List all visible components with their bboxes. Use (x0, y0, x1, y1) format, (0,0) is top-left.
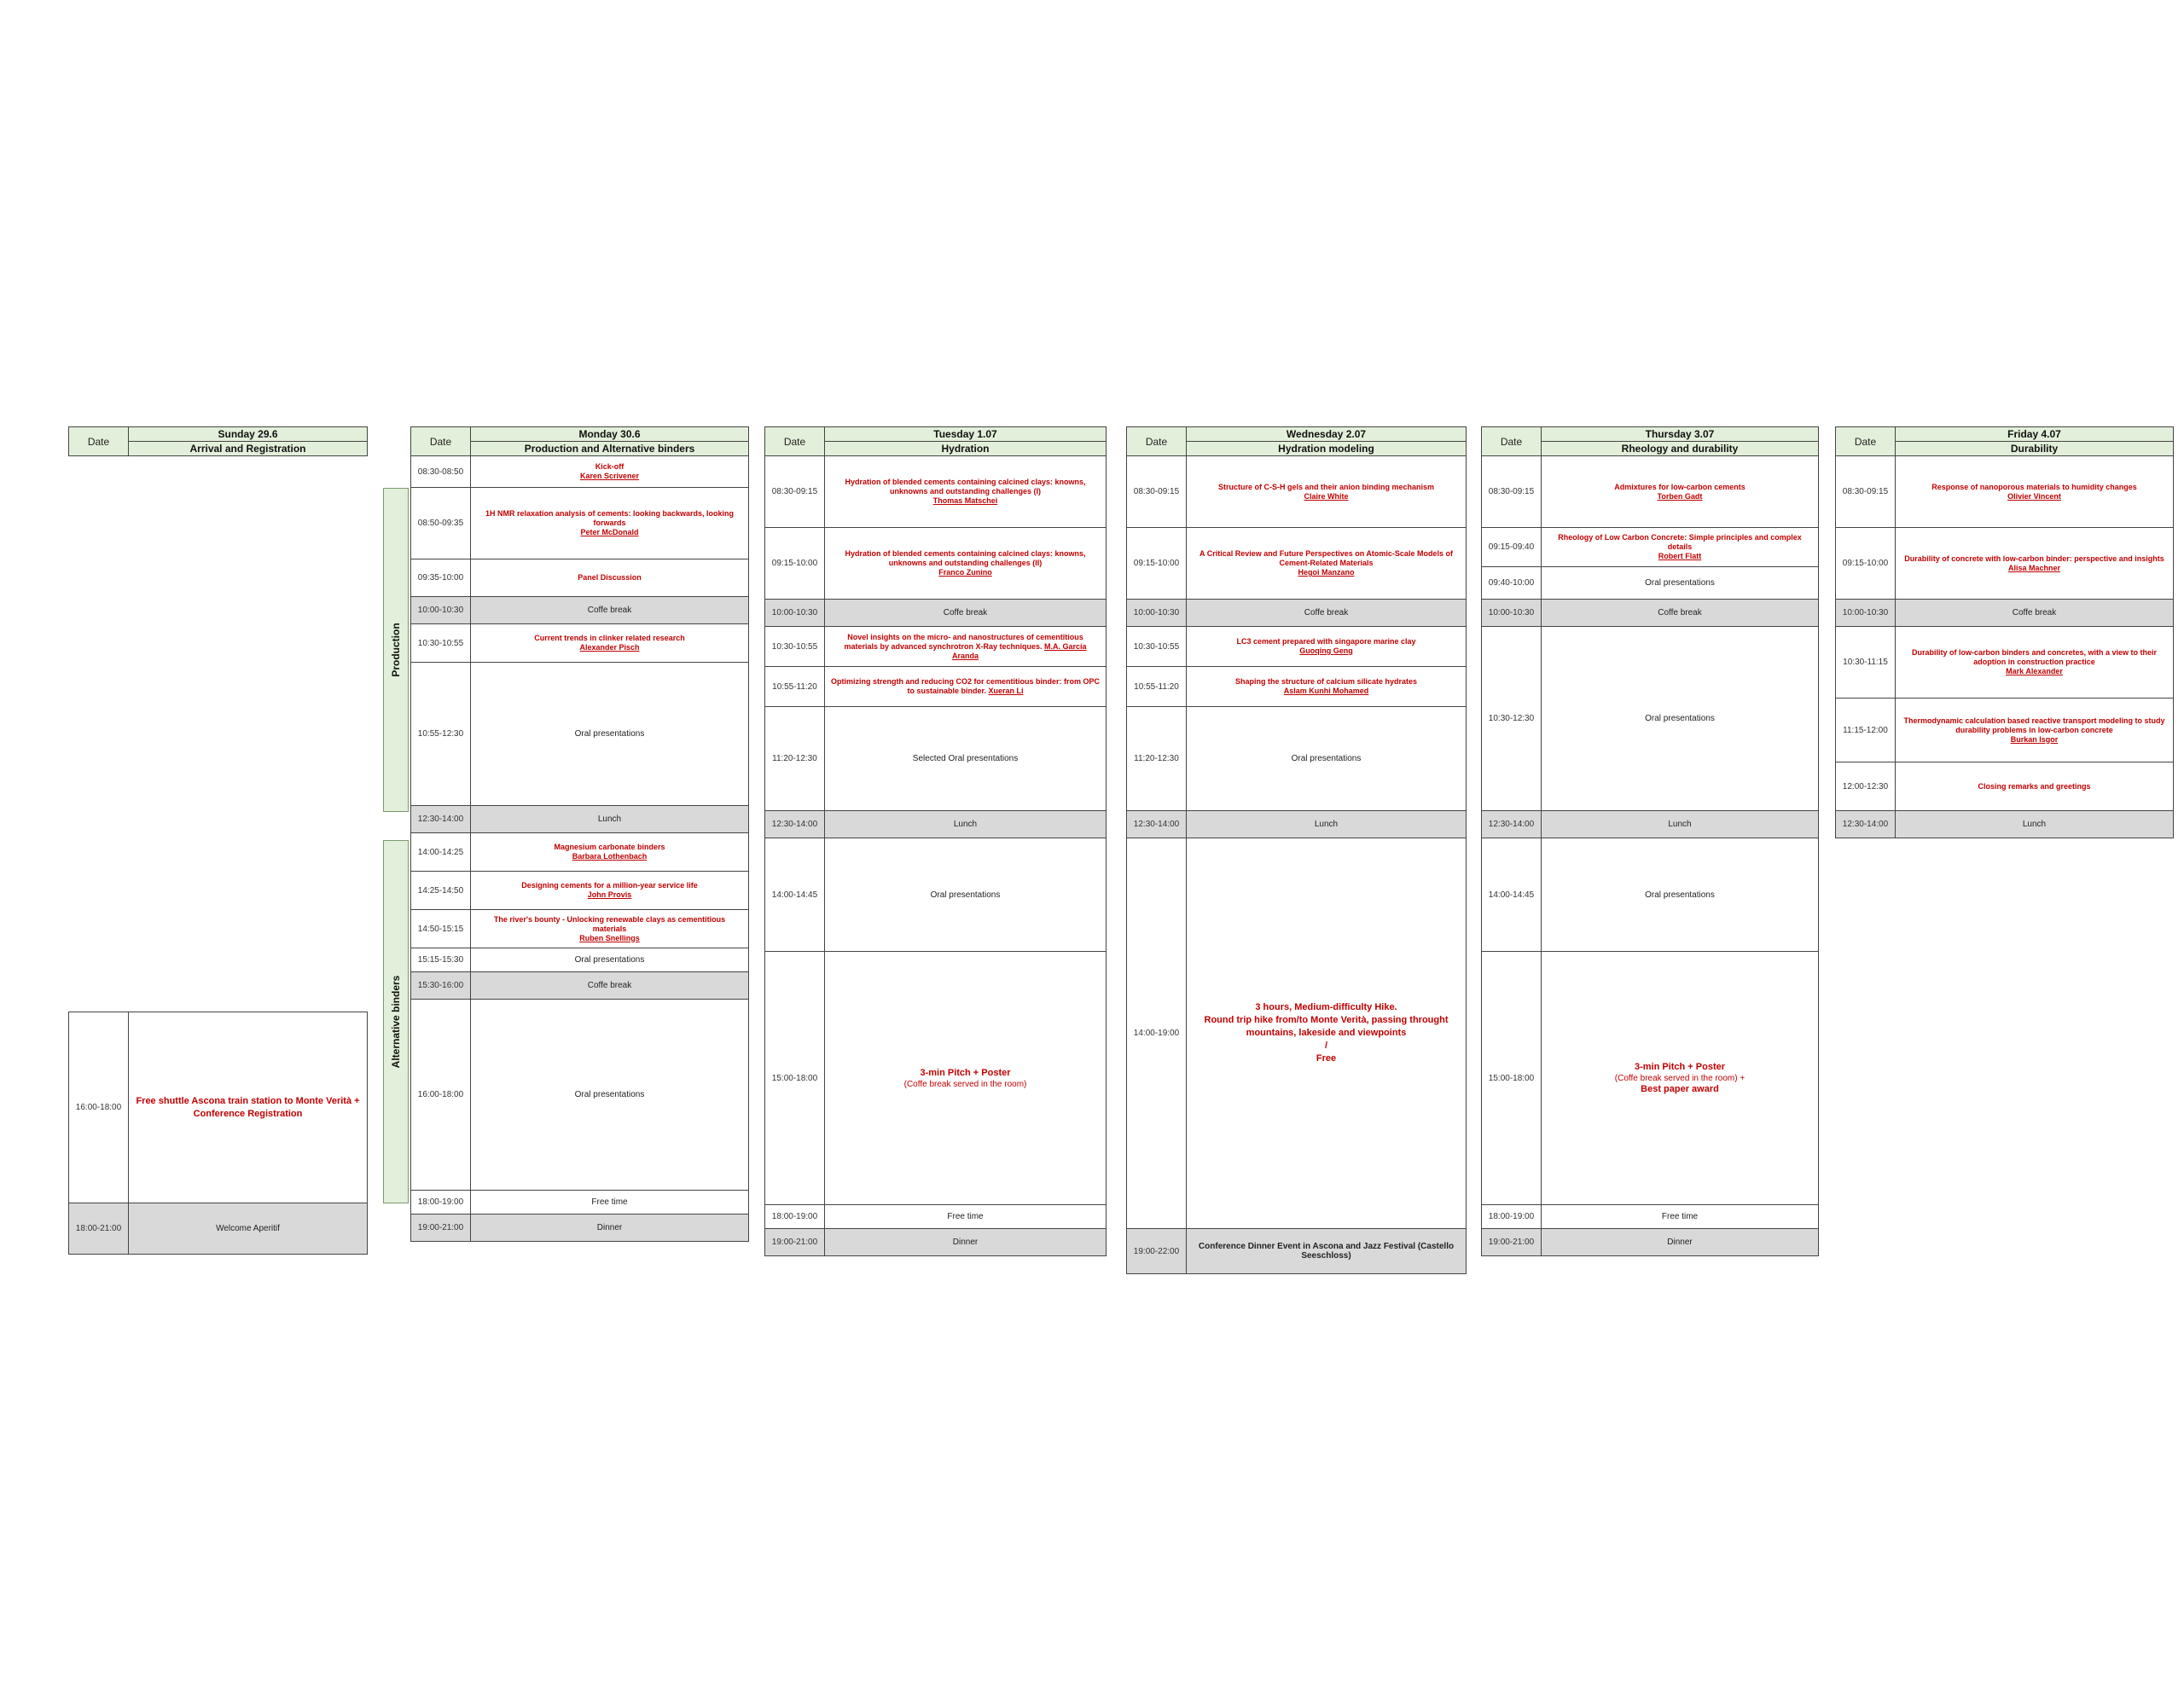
session-cell (471, 456, 749, 488)
session-title: Oral presentations (1645, 714, 1715, 723)
session-cell (1542, 627, 1819, 811)
time-cell: 10:30-10:55 (1127, 627, 1187, 667)
day-title: Sunday 29.6 (129, 427, 368, 442)
session-cell (825, 1229, 1107, 1256)
session-title: Lunch (1314, 820, 1339, 829)
day-friday (1835, 426, 2174, 838)
time-cell: 12:30-14:00 (1836, 811, 1896, 838)
session-title: Free shuttle Ascona train station to Monte Verità + Conference Registration (136, 1095, 360, 1119)
day-theme: Durability (1896, 442, 2174, 456)
table-row (1127, 528, 1467, 600)
session-cell (1896, 762, 2174, 811)
session-title: Oral presentations (574, 955, 645, 965)
table-row (1127, 600, 1467, 627)
time-cell: 10:00-10:30 (765, 600, 825, 627)
session-title: Oral presentations (930, 890, 1001, 900)
table-row (411, 456, 749, 488)
table-row (1482, 567, 1819, 600)
session-cell (471, 948, 749, 972)
session-cell (825, 627, 1107, 667)
session-cell (825, 667, 1107, 707)
time-cell: 10:00-10:30 (1482, 600, 1542, 627)
time-cell: 10:30-10:55 (411, 624, 471, 663)
table-row (411, 488, 749, 559)
time-cell: 11:20-12:30 (765, 707, 825, 811)
session-extra: Best paper award (1641, 1083, 1719, 1094)
time-cell: 09:40-10:00 (1482, 567, 1542, 600)
table-row (1482, 811, 1819, 838)
table-row (411, 559, 749, 597)
date-header: Date (1836, 427, 1896, 456)
table-row (1127, 667, 1467, 707)
session-title: Coffe break (2012, 608, 2057, 617)
day-title: Friday 4.07 (1896, 427, 2174, 442)
day-sunday-evening (68, 1012, 368, 1255)
session-cell (1542, 567, 1819, 600)
table-row (765, 838, 1107, 952)
day-thursday (1481, 426, 1819, 1256)
session-cell (129, 1012, 368, 1203)
time-cell: 08:50-09:35 (411, 488, 471, 559)
time-cell: 09:35-10:00 (411, 559, 471, 597)
session-cell (1187, 707, 1467, 811)
day-theme: Production and Alternative binders (471, 442, 749, 456)
session-cell (1187, 528, 1467, 600)
speaker-link[interactable]: Aslam Kunhi Mohamed (1283, 687, 1369, 695)
session-cell (825, 707, 1107, 811)
session-cell (1187, 838, 1467, 1229)
session-title: Coffe break (1304, 608, 1349, 617)
session-title: Coffe break (943, 608, 988, 617)
session-cell (471, 1191, 749, 1215)
session-title: Shaping the structure of calcium silicate hydrates (1234, 677, 1418, 686)
table-row (1127, 838, 1467, 1229)
table-row (411, 872, 749, 910)
table-row (411, 910, 749, 948)
day-theme: Arrival and Registration (129, 442, 368, 456)
time-cell: 09:15-10:00 (765, 528, 825, 600)
table-row (411, 948, 749, 972)
day-theme: Rheology and durability (1542, 442, 1819, 456)
table-row (765, 707, 1107, 811)
session-title: LC3 cement prepared with singapore marine clay (1236, 637, 1416, 646)
time-cell: 18:00-19:00 (765, 1205, 825, 1229)
hike-line: 3 hours, Medium-difficulty Hike. (1255, 1002, 1397, 1012)
session-cell (129, 1203, 368, 1255)
hike-line: Free (1316, 1053, 1337, 1064)
session-note: (Coffe break served in the room) + (1614, 1073, 1745, 1083)
time-cell: 15:15-15:30 (411, 948, 471, 972)
speaker-link[interactable]: Xueran Li (988, 687, 1024, 695)
table-row (411, 624, 749, 663)
header-row (1482, 427, 1819, 442)
speaker-link[interactable]: Alisa Machner (2007, 563, 2061, 572)
day-tuesday (764, 426, 1107, 1256)
session-title: A Critical Review and Future Perspectives on Atomic-Scale Models of Cement-Related Materials (1199, 549, 1453, 567)
session-cell (825, 811, 1107, 838)
table-row (411, 663, 749, 806)
time-cell: 19:00-21:00 (1482, 1229, 1542, 1256)
session-title: Free time (947, 1212, 984, 1221)
session-title: Dinner (596, 1223, 623, 1232)
time-cell: 14:50-15:15 (411, 910, 471, 948)
table-row (1127, 456, 1467, 528)
session-title: Hydration of blended cements containing calcined clays: knowns, unknowns and outstanding challenges (I) (845, 478, 1086, 496)
time-cell: 09:15-10:00 (1127, 528, 1187, 600)
time-cell: 11:20-12:30 (1127, 707, 1187, 811)
session-title: Rheology of Low Carbon Concrete: Simple principles and complex details (1558, 533, 1802, 551)
table-row (1836, 811, 2174, 838)
header-row (411, 427, 749, 442)
speaker-link[interactable]: Guoqing Geng (1299, 646, 1353, 655)
session-cell (471, 910, 749, 948)
time-cell: 09:15-10:00 (1836, 528, 1896, 600)
speaker-link[interactable]: Olivier Vincent (2007, 491, 2061, 501)
time-cell: 10:55-11:20 (765, 667, 825, 707)
session-cell (471, 872, 749, 910)
section-label: Production (390, 623, 402, 677)
day-title: Wednesday 2.07 (1187, 427, 1467, 442)
time-cell: 14:00-14:45 (765, 838, 825, 952)
time-cell: 14:00-14:25 (411, 833, 471, 872)
date-header: Date (69, 427, 129, 456)
time-cell: 19:00-22:00 (1127, 1229, 1187, 1274)
session-cell (1187, 456, 1467, 528)
time-cell: 14:00-19:00 (1127, 838, 1187, 1229)
session-title: Free time (591, 1197, 628, 1207)
session-title: Lunch (2022, 820, 2047, 829)
date-header: Date (765, 427, 825, 456)
session-cell (1187, 667, 1467, 707)
table-row (1127, 811, 1467, 838)
session-cell (471, 624, 749, 663)
session-title: Hydration of blended cements containing calcined clays: knowns, unknowns and outstanding challenges (II) (845, 549, 1086, 567)
session-title: Novel insights on the micro- and nanostructures of cementitious materials by advanced synchrotron X-Ray techniques. (844, 632, 1083, 651)
session-cell (1187, 600, 1467, 627)
table-row (1836, 600, 2174, 627)
speaker-link[interactable]: Thomas Matschei (932, 496, 998, 505)
table-row (1482, 528, 1819, 567)
time-cell: 11:15-12:00 (1836, 699, 1896, 762)
time-cell: 15:00-18:00 (1482, 952, 1542, 1205)
time-cell: 10:00-10:30 (1127, 600, 1187, 627)
session-title: 3-min Pitch + Poster (920, 1068, 1011, 1078)
time-cell: 08:30-09:15 (1482, 456, 1542, 528)
speaker-link[interactable]: Mark Alexander (2006, 667, 2063, 675)
header-row (1836, 427, 2174, 442)
time-cell: 18:00-19:00 (1482, 1205, 1542, 1229)
session-cell (471, 833, 749, 872)
speaker-link[interactable]: Franco Zunino (938, 568, 992, 577)
table-row (1836, 528, 2174, 600)
table-row (765, 1229, 1107, 1256)
session-cell (825, 1205, 1107, 1229)
day-theme: Hydration modeling (1187, 442, 1467, 456)
session-cell (471, 559, 749, 597)
table-row (765, 667, 1107, 707)
time-cell: 08:30-09:15 (1836, 456, 1896, 528)
table-row (1482, 600, 1819, 627)
session-title: Free time (1661, 1212, 1699, 1221)
day-monday (410, 426, 749, 1242)
time-cell: 12:30-14:00 (765, 811, 825, 838)
time-cell: 08:30-09:15 (765, 456, 825, 528)
session-cell (1187, 627, 1467, 667)
session-title: Optimizing strength and reducing CO2 for cementitious binder: from OPC to sustainable binder. (830, 677, 1101, 695)
table-row (1836, 456, 2174, 528)
time-cell: 10:30-12:30 (1482, 627, 1542, 811)
session-cell (1542, 838, 1819, 952)
table-row (1482, 627, 1819, 811)
speaker-link[interactable]: Torben Gadt (1657, 491, 1703, 501)
table-row (411, 833, 749, 872)
session-note: (Coffe break served in the room) (903, 1080, 1027, 1089)
session-title: Conference Dinner Event in Ascona and Jazz Festival (Castello Seeschloss) (1198, 1242, 1455, 1261)
table-row (1482, 456, 1819, 528)
day-sunday (68, 426, 368, 456)
time-cell: 09:15-09:40 (1482, 528, 1542, 567)
session-title: Oral presentations (574, 1090, 645, 1099)
session-cell (1187, 811, 1467, 838)
session-title: Current trends in clinker related research (534, 634, 685, 642)
session-title: Coffe break (1658, 608, 1702, 617)
time-cell: 15:00-18:00 (765, 952, 825, 1205)
day-theme: Hydration (825, 442, 1107, 456)
session-title: Coffe break (587, 981, 632, 990)
session-cell (1896, 600, 2174, 627)
table-row (1836, 627, 2174, 699)
table-row (1127, 627, 1467, 667)
speaker-link[interactable]: Barbara Lothenbach (572, 852, 648, 861)
table-row (1482, 1229, 1819, 1256)
session-cell (471, 597, 749, 624)
section-label: Alternative binders (390, 975, 402, 1069)
session-title: Oral presentations (1291, 754, 1362, 763)
session-title: Magnesium carbonate binders (554, 843, 665, 851)
table-row (411, 597, 749, 624)
speaker-link[interactable]: Ruben Snellings (579, 933, 640, 942)
session-cell (471, 1000, 749, 1191)
session-title: Panel Discussion (578, 573, 642, 582)
table-row (411, 972, 749, 1000)
time-cell: 19:00-21:00 (765, 1229, 825, 1256)
session-title: Durability of low-carbon binders and concretes, with a view to their adoption in construction practice (1911, 648, 2158, 666)
section-alternative-binders (383, 840, 409, 1203)
session-cell (1542, 1205, 1819, 1229)
table-row (411, 806, 749, 833)
session-title: Lunch (1668, 820, 1692, 829)
speaker-link[interactable]: Robert Flatt (1658, 552, 1702, 560)
table-row (765, 528, 1107, 600)
session-cell (1896, 456, 2174, 528)
table-row (411, 1191, 749, 1215)
hike-line: Round trip hike from/to Monte Verità, passing throught mountains, lakeside and viewpoints (1204, 1015, 1449, 1038)
session-title: Structure of C-S-H gels and their anion binding mechanism (1217, 482, 1435, 491)
session-cell (1896, 811, 2174, 838)
table-row (411, 1215, 749, 1242)
session-title: Lunch (953, 820, 978, 829)
session-title: Response of nanoporous materials to humidity changes (1931, 482, 2137, 491)
time-cell: 10:55-11:20 (1127, 667, 1187, 707)
time-cell: 12:00-12:30 (1836, 762, 1896, 811)
session-cell (825, 600, 1107, 627)
session-cell (1542, 456, 1819, 528)
date-header: Date (1127, 427, 1187, 456)
table-row (765, 627, 1107, 667)
table-row (1482, 838, 1819, 952)
session-title: Oral presentations (1645, 578, 1715, 588)
session-cell (825, 952, 1107, 1205)
session-title: 1H NMR relaxation analysis of cements: looking backwards, looking forwards (485, 509, 735, 527)
table-row (1836, 699, 2174, 762)
speaker-link[interactable]: John Provis (587, 890, 632, 899)
session-title: Coffe break (587, 606, 632, 615)
session-title: Dinner (952, 1238, 979, 1247)
table-row (765, 600, 1107, 627)
day-title: Thursday 3.07 (1542, 427, 1819, 442)
time-cell: 10:00-10:30 (411, 597, 471, 624)
time-cell: 18:00-21:00 (69, 1203, 129, 1255)
session-title: Designing cements for a million-year service life (521, 881, 698, 890)
speaker-link[interactable]: Hegoi Manzano (1298, 568, 1355, 577)
table-row (1482, 952, 1819, 1205)
session-title: Thermodynamic calculation based reactive transport modeling to study durability problems in low-carbon concrete (1903, 716, 2165, 734)
time-cell: 10:30-11:15 (1836, 627, 1896, 699)
session-title: 3-min Pitch + Poster (1634, 1061, 1726, 1072)
session-title: Oral presentations (574, 729, 645, 739)
session-title: Selected Oral presentations (912, 754, 1019, 763)
table-row (69, 1012, 368, 1203)
header-row (69, 427, 368, 442)
time-cell: 08:30-08:50 (411, 456, 471, 488)
session-title: Durability of concrete with low-carbon binder: perspective and insights (1904, 554, 2164, 563)
date-header: Date (411, 427, 471, 456)
session-title: Oral presentations (1645, 890, 1715, 900)
table-row (765, 1205, 1107, 1229)
session-title: Dinner (1667, 1238, 1693, 1247)
session-title: Lunch (597, 815, 622, 824)
session-cell (1542, 1229, 1819, 1256)
time-cell: 15:30-16:00 (411, 972, 471, 1000)
session-title: Closing remarks and greetings (1978, 781, 2091, 791)
time-cell: 19:00-21:00 (411, 1215, 471, 1242)
time-cell: 10:30-10:55 (765, 627, 825, 667)
table-row (1836, 762, 2174, 811)
session-title: The river's bounty - Unlocking renewable clays as cementitious materials (493, 914, 726, 933)
time-cell: 16:00-18:00 (411, 1000, 471, 1191)
session-cell (1896, 528, 2174, 600)
session-cell (471, 972, 749, 1000)
day-title: Monday 30.6 (471, 427, 749, 442)
time-cell: 12:30-14:00 (411, 806, 471, 833)
time-cell: 10:00-10:30 (1836, 600, 1896, 627)
speaker-link[interactable]: Peter McDonald (580, 528, 639, 536)
session-cell (1542, 528, 1819, 567)
day-title: Tuesday 1.07 (825, 427, 1107, 442)
speaker-link[interactable]: Alexander Pisch (579, 643, 640, 652)
time-cell: 14:25-14:50 (411, 872, 471, 910)
table-row (1127, 707, 1467, 811)
table-row (765, 456, 1107, 528)
session-cell (1187, 1229, 1467, 1274)
session-cell (825, 456, 1107, 528)
table-row (411, 1000, 749, 1191)
session-cell (1896, 627, 2174, 699)
time-cell: 08:30-09:15 (1127, 456, 1187, 528)
session-cell (471, 1215, 749, 1242)
session-cell (471, 806, 749, 833)
session-cell (471, 488, 749, 559)
speaker-link[interactable]: Claire White (1304, 491, 1349, 501)
table-row (1127, 1229, 1467, 1274)
session-title: Kick-off (595, 462, 624, 471)
time-cell: 10:55-12:30 (411, 663, 471, 806)
session-cell (1542, 600, 1819, 627)
session-cell (825, 528, 1107, 600)
table-row (1482, 1205, 1819, 1229)
time-cell: 12:30-14:00 (1482, 811, 1542, 838)
table-row (69, 1203, 368, 1255)
header-row (765, 427, 1107, 442)
day-wednesday (1126, 426, 1467, 1274)
session-title: Admixtures for low-carbon cements (1614, 482, 1745, 491)
speaker-link[interactable]: Burkan Isgor (2010, 734, 2059, 744)
section-production (383, 488, 409, 812)
time-cell: 16:00-18:00 (69, 1012, 129, 1203)
speaker-link[interactable]: M.A. García Aranda (951, 641, 1087, 660)
time-cell: 14:00-14:45 (1482, 838, 1542, 952)
time-cell: 12:30-14:00 (1127, 811, 1187, 838)
session-cell (825, 838, 1107, 952)
table-row (765, 811, 1107, 838)
date-header: Date (1482, 427, 1542, 456)
header-row (1127, 427, 1467, 442)
hike-line: / (1324, 1041, 1328, 1051)
session-cell (471, 663, 749, 806)
time-cell: 18:00-19:00 (411, 1191, 471, 1215)
session-cell (1542, 952, 1819, 1205)
table-row (765, 952, 1107, 1205)
speaker-link[interactable]: Karen Scrivener (579, 472, 640, 480)
session-cell (1896, 699, 2174, 762)
session-title: Welcome Aperitif (216, 1224, 280, 1233)
session-cell (1542, 811, 1819, 838)
